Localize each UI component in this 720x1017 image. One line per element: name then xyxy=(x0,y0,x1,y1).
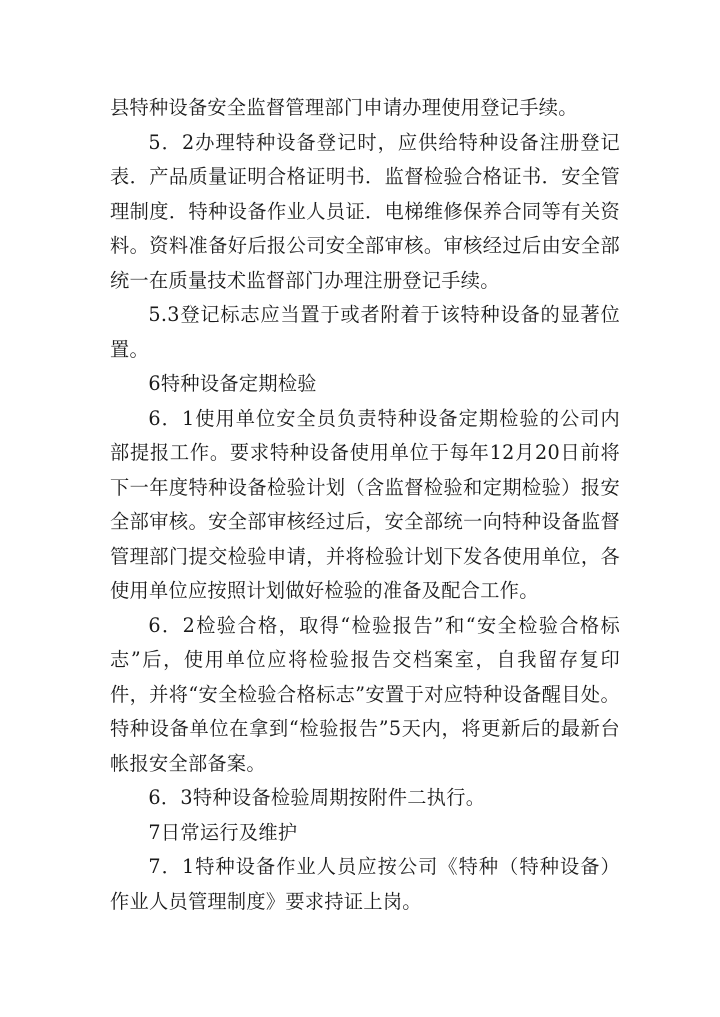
paragraph-5-2: 5．2办理特种设备登记时，应供给特种设备注册登记表．产品质量证明合格证明书．监督检验合格证书．安全管理制度．特种设备作业人员证．电梯维修保养合同等有关资料。资料准备好后报公司安全部审核。审核经过后由安全部统一在质量技术监督部门办理注册登记手续。 xyxy=(110,130,620,292)
section-heading-6: 6特种设备定期检验 xyxy=(148,372,317,395)
paragraph-6-1: 6．1使用单位安全员负责特种设备定期检验的公司内部提报工作。要求特种设备使用单位于每年12月20日前将下一年度特种设备检验计划（含监督检验和定期检验）报安全部审核。安全部审核经过后，安全部统一向特种设备监督管理部门提交检验申请，并将检验计划下发各使用单位，各使用单位应按照计划做好检验的准备及配合工作。 xyxy=(110,406,620,602)
paragraph-6-3: 6．3特种设备检验周期按附件二执行。 xyxy=(148,786,486,809)
paragraph-5-3: 5.3登记标志应当置于或者附着于该特种设备的显著位置。 xyxy=(110,303,620,361)
section-heading-7: 7日常运行及维护 xyxy=(148,820,298,844)
paragraph-6-2: 6．2检验合格，取得“检验报告”和“安全检验合格标志”后，使用单位应将检验报告交档案室，自我留存复印件，并将“安全检验合格标志”安置于对应特种设备醒目处。特种设备单位在拿到“检验报告”5天内，将更新后的最新台帐报安全部备案。 xyxy=(110,613,620,775)
paragraph-registration-continuation: 县特种设备安全监督管理部门申请办理使用登记手续。 xyxy=(110,96,578,119)
document-body xyxy=(110,91,620,919)
paragraph-7-1: 7．1特种设备作业人员应按公司《特种（特种设备）作业人员管理制度》要求持证上岗。 xyxy=(110,855,620,913)
